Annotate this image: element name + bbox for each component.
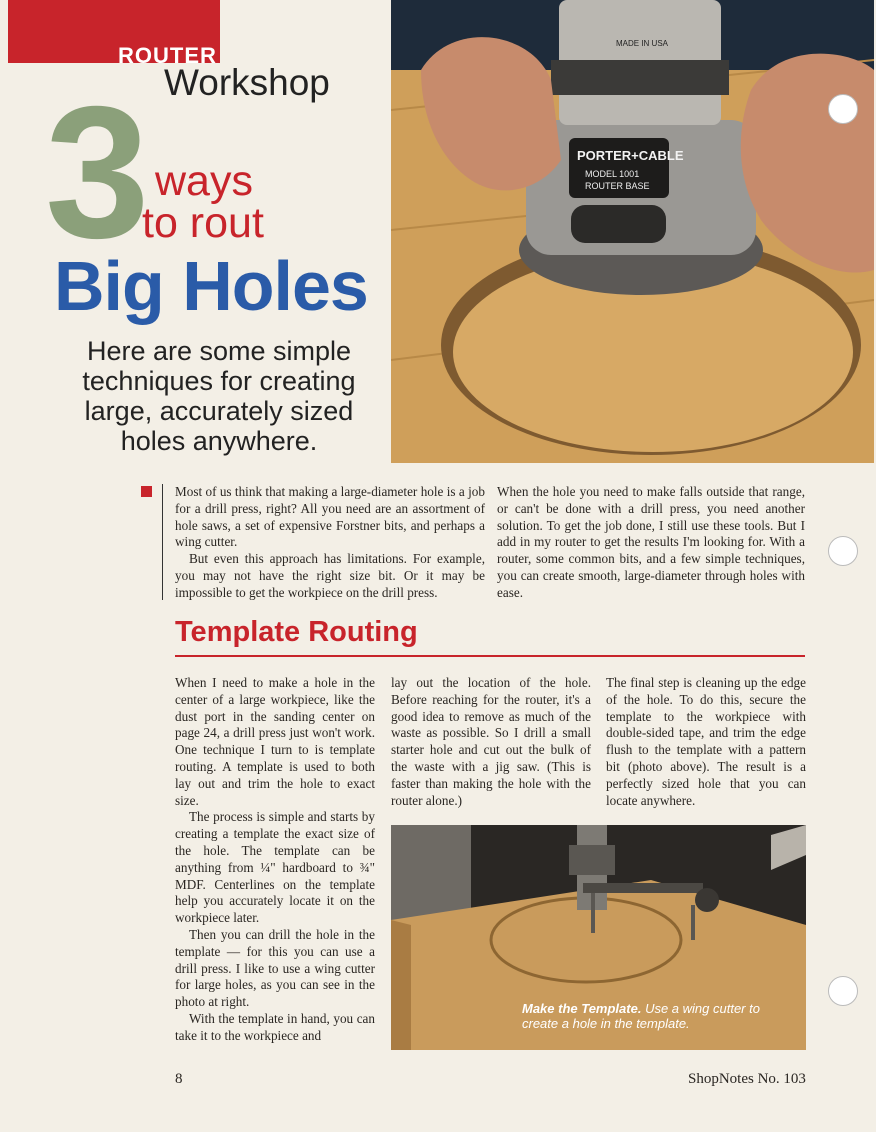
section-heading: Template Routing (175, 616, 418, 648)
body-paragraph: With the template in hand, you can take it to the workpiece and (175, 1010, 375, 1043)
intro-paragraph: Most of us think that making a large-diameter hole is a job for a drill press, right? All you need are an assortment of hole saws, a set of expensive Forstner bits, and perhaps a wing cutter. (175, 484, 485, 550)
binder-hole (828, 536, 858, 566)
section-rule (175, 655, 805, 657)
body-paragraph: The process is simple and starts by creating a template the exact size of the hole. The template can be anything from ¼" hardboard to ¾" MDF. Centerlines on the template help you accurately locate it on the workpiece later. (175, 809, 375, 926)
intro-left-column (175, 484, 485, 602)
body-column-2 (391, 675, 591, 809)
photo-caption (522, 1001, 772, 1031)
intro-paragraph: When the hole you need to make falls outside that range, or can't be done with a drill press, you need another solution. To get the job done, I still use these tools. But I add in my router to get the results I'm looking for. With a router, some common bits, and a few simple techniques, you can create smooth, large-diameter through holes with ease. (497, 484, 805, 600)
caption-text: Use a wing cutter to create a hole in the template. (522, 1001, 760, 1031)
body-column-1 (175, 675, 375, 1045)
router-photo (391, 0, 874, 463)
binder-hole (828, 94, 858, 124)
router-brand: PORTER+CABLE (577, 148, 684, 163)
intro-bullet (141, 486, 152, 497)
caption-lead: Make the Template. (522, 1001, 642, 1016)
section-kicker: ROUTER (118, 43, 217, 68)
section-series: Workshop (164, 62, 330, 103)
subheadline: Here are some simple techniques for creating large, accurately sized holes anywhere. (82, 336, 356, 456)
body-paragraph: lay out the location of the hole. Before reaching for the router, it's a good idea to remove as much of the waste as possible. So I drill a small starter hole and cut out the bulk of the waste with a jig saw. (This is faster than making the hole with the router alone.) (391, 675, 591, 808)
headline-to-rout: to rout (142, 199, 264, 247)
intro-paragraph: But even this approach has limitations. For example, you may not have the right size bit. Or it may be impossible to get the workpiece on the drill press. (175, 551, 485, 600)
router-origin: MADE IN USA (616, 39, 669, 48)
issue-label: ShopNotes No. 103 (688, 1071, 806, 1087)
page-number: 8 (175, 1071, 183, 1087)
body-paragraph: Then you can drill the hole in the template — for this you can use a drill press. I like to use a wing cutter for large holes, as you can see in the photo at right. (175, 926, 375, 1010)
router-base: ROUTER BASE (585, 181, 650, 191)
intro-divider (162, 484, 163, 600)
body-column-3 (606, 675, 806, 809)
headline-number: 3 (45, 67, 150, 277)
headline-main: Big Holes (54, 247, 368, 325)
router-model: MODEL 1001 (585, 169, 640, 179)
body-paragraph: The final step is cleaning up the edge of the hole. To do this, secure the template to the workpiece with double-sided tape, and trim the edge flush to the template with a pattern bit (photo above). The result is a perfectly sized hole that you can locate anywhere. (606, 675, 806, 808)
intro-right-column (497, 484, 805, 602)
body-paragraph: When I need to make a hole in the center of a large workpiece, like the dust port in the sanding center on page 24, a drill press just won't work. One technique I turn to is template routing. A template is used to both lay out and trim the hole to exact size. (175, 675, 375, 808)
headline-ways: ways (155, 157, 253, 205)
binder-hole (828, 976, 858, 1006)
